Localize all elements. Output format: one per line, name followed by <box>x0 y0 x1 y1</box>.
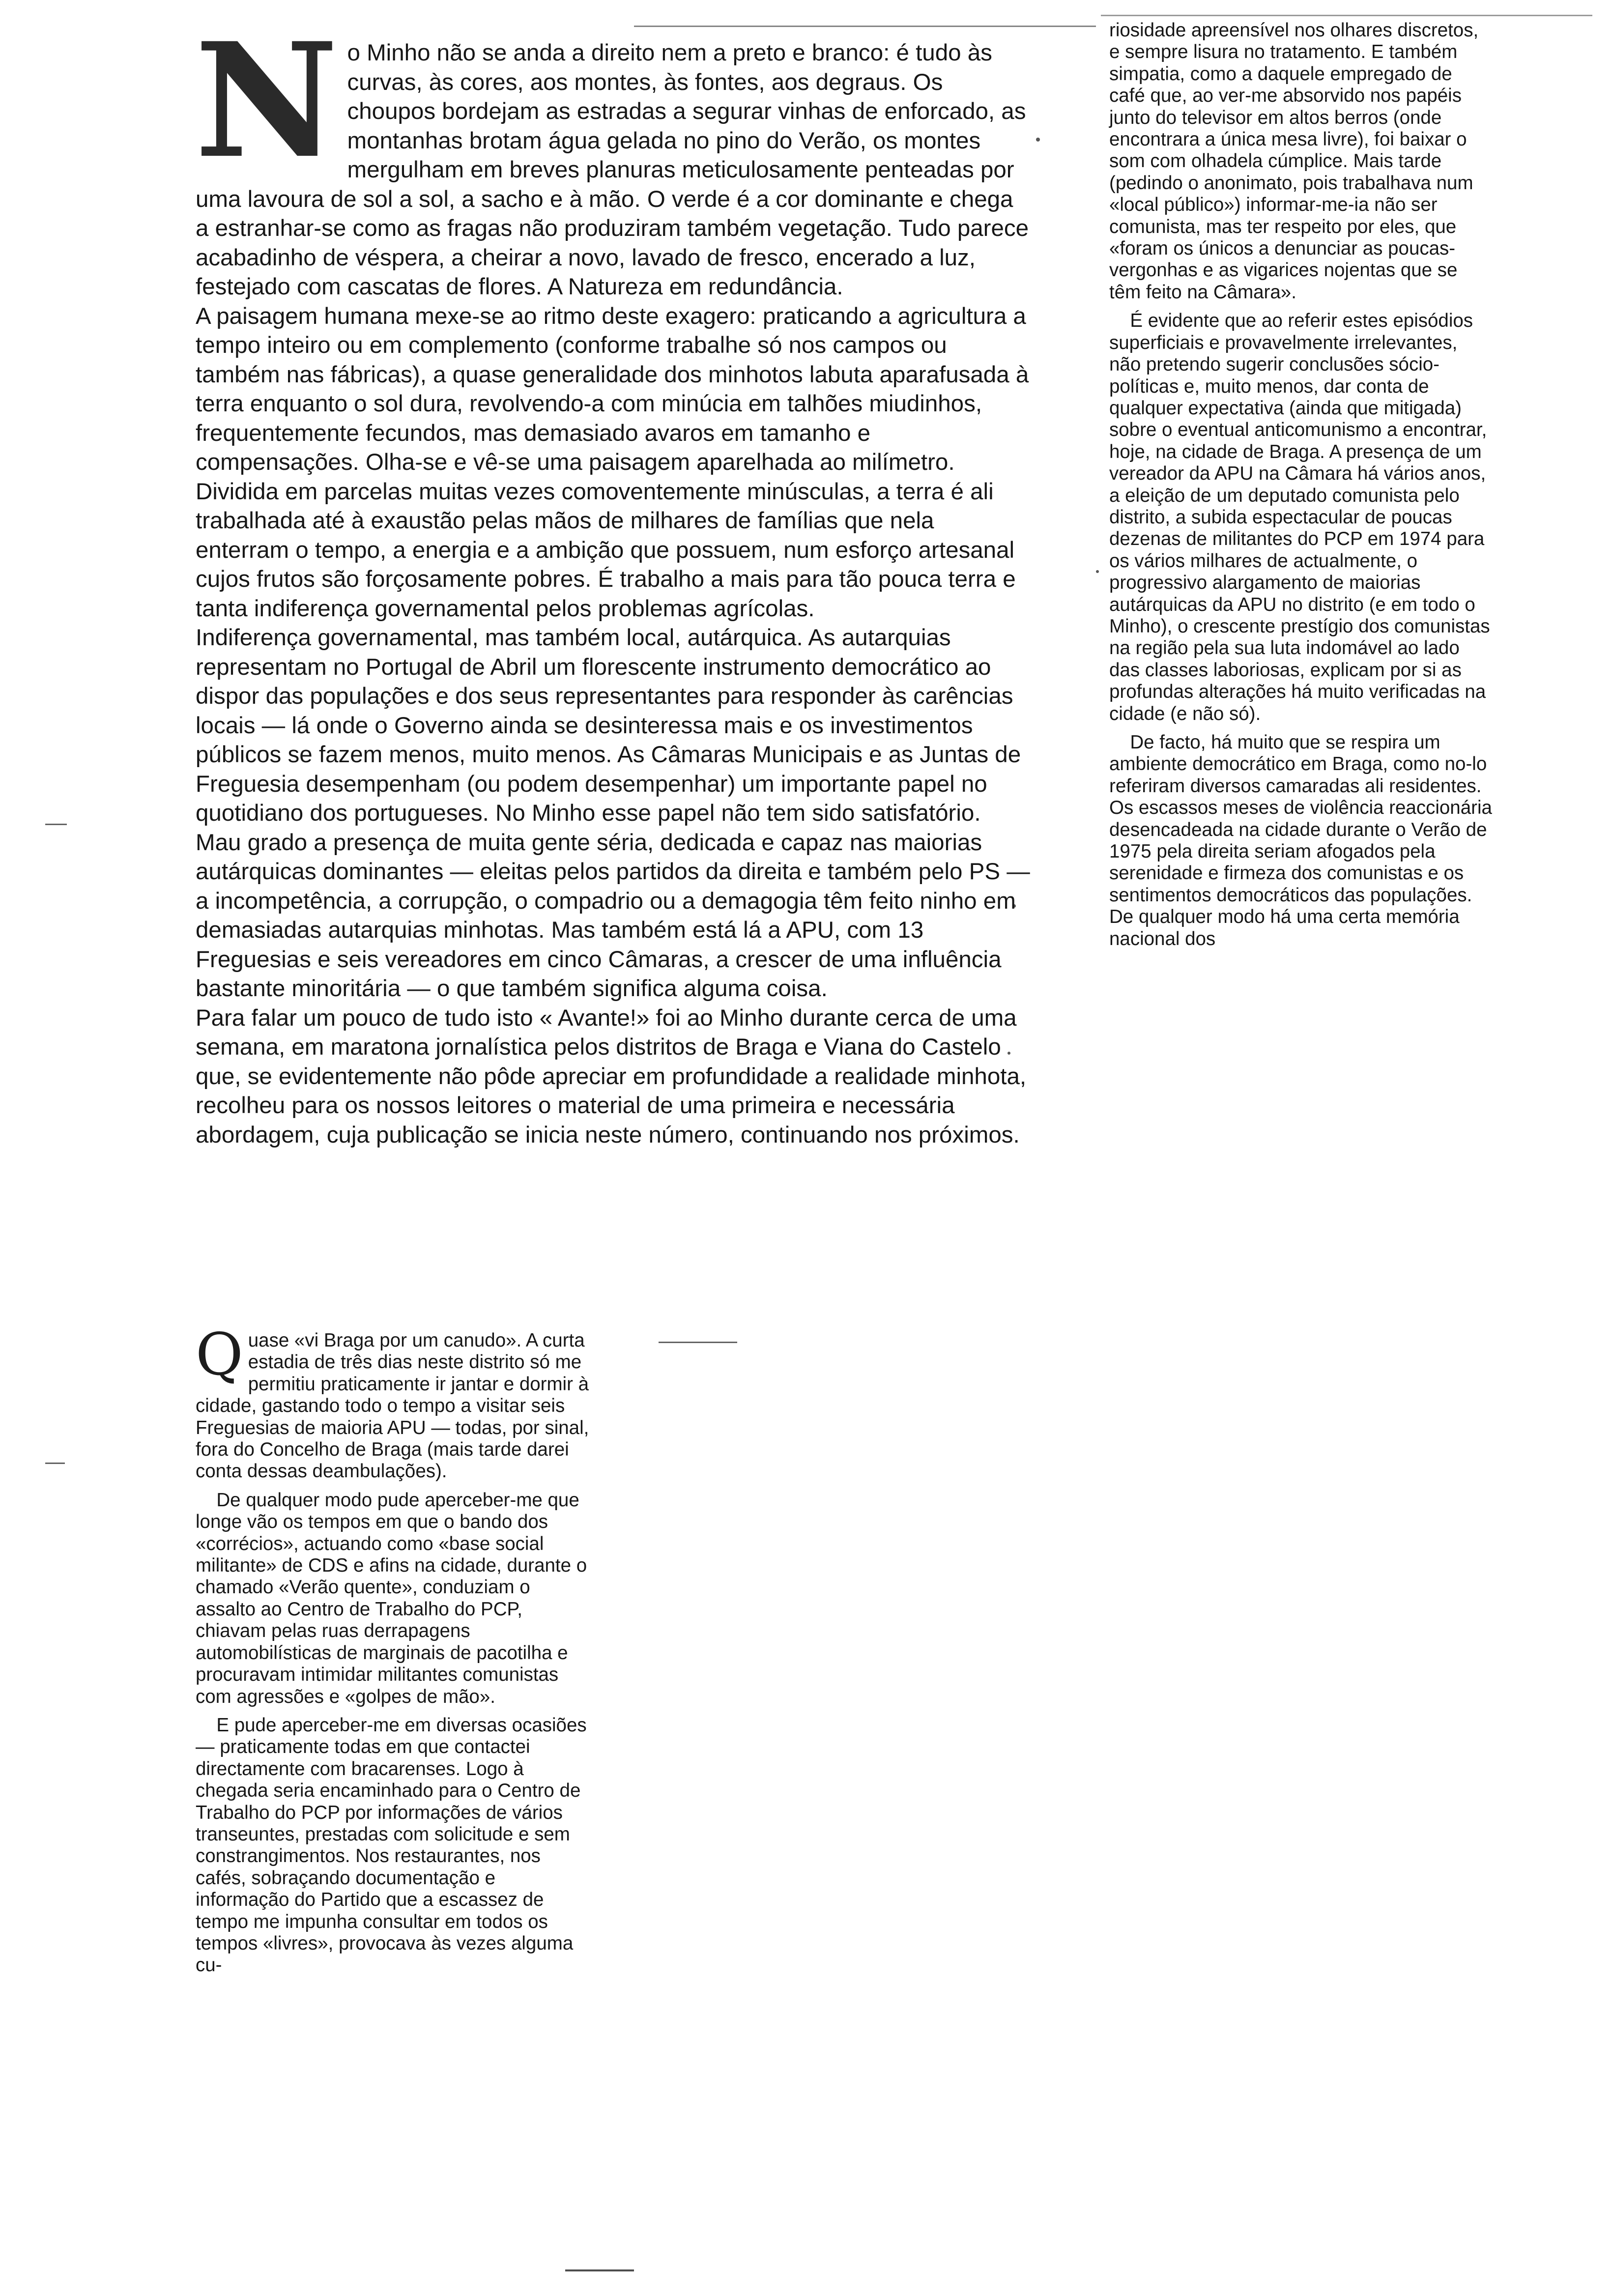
intro-paragraph: o Minho não se anda a direito nem a preto e branco: é tudo às curvas, às cores, aos montes, às fontes, aos degraus. Os choupos bordejam as estradas a segurar vinhas de enforcado, as montanhas brotam água gelada no pino do Verão, os montes mergulham em breves planuras meticulosamente penteadas por uma lavoura de sol a sol, a sacho e à mão. O verde é a cor dominante e chega a estranhar-se como as fragas não produziram também vegetação. Tudo parece acabadinho de véspera, a cheirar a novo, lavado de fresco, encerado a luz, festejado com cascatas de flores. A Natureza em redundância. <box>196 40 1029 300</box>
margin-mark-left-1 <box>45 824 67 825</box>
body-paragraph: riosidade apreensível nos olhares discretos, e sempre lisura no tratamento. E também simpatia, como a daquele empregado de café que, ao ver-me absorvido nos papéis junto do televisor em altos berros (onde encontrara a única mesa livre), foi baixar o som com olhadela cúmplice. Mais tarde (pedindo o anonimato, pois trabalhava num «local público») informar-me-ia não ser comunista, mas ter respeito por eles, que «foram os únicos a denunciar as poucas-vergonhas e as vigarices nojentas que se têm feito na Câmara». <box>1109 20 1479 303</box>
scan-speck <box>1096 570 1099 573</box>
body-paragraph: De facto, há muito que se respira um ambiente democrático em Braga, como no-lo referiram diversos camaradas ali residentes. Os escassos meses de violência reaccionária desencadeada na cidade durante o Verão de 1975 pela direita seriam afogados pela serenidade e firmeza dos comunistas e os sentimentos democráticos das populações. De qualquer modo há uma certa memória nacional dos <box>1109 732 1492 949</box>
dropcap-q: Q <box>196 1320 243 1388</box>
intro-column <box>195 9 1031 1149</box>
body-paragraph: E pude aperceber-me em diversas ocasiões — praticamente todas em que contactei directamente com bracarenses. Logo à chegada seria encaminhado para o Centro de Trabalho do PCP por informações de vários transeuntes, prestadas com solicitude e sem constrangimentos. Nos restaurantes, nos cafés, sobraçando documentação e informação do Partido que a escassez de tempo me impunha consultar em todos os tempos «livres», provocava às vezes alguma cu- <box>196 1714 587 1976</box>
intro-paragraph: Para falar um pouco de tudo isto « Avante!» foi ao Minho durante cerca de uma semana, em maratona jornalística pelos distritos de Braga e Viana do Castelo que, se evidentemente não pôde apreciar em profundidade a realidade minhota, recolheu para os nossos leitores o material de uma primeira e necessária abordagem, cuja publicação se inicia neste número, continuando nos próximos. <box>196 1004 1027 1148</box>
top-rule-left <box>634 26 1096 27</box>
body-paragraph: uase «vi Braga por um canudo». A curta estadia de três dias neste distrito só me permitiu praticamente ir jantar e dormir à cidade, gastando todo o tempo a visitar seis Freguesias de maioria APU — todas, por sinal, fora do Concelho de Braga (mais tarde darei conta dessas deambulações). <box>196 1330 589 1482</box>
margin-mark-left-2 <box>45 1463 65 1464</box>
bottom-rule <box>565 2269 634 2271</box>
intro-paragraph: A paisagem humana mexe-se ao ritmo deste exagero: praticando a agricultura a tempo inteiro ou em complemento (conforme trabalhe só nos campos ou também nas fábricas), a quase generalidade dos minhotos labuta aparafusada à terra enquanto o sol dura, revolvendo-a com minúcia em talhões miudinhos, frequentemente fecundos, mas demasiado avaros em tamanho e compensações. Olha-se e vê-se uma paisagem aparelhada ao milímetro. Dividida em parcelas muitas vezes comoventemente minúsculas, a terra é ali trabalhada até à exaustão pelas mãos de milhares de famílias que nela enterram o tempo, a energia e a ambição que possuem, num esforço artesanal cujos frutos são forçosamente pobres. É trabalho a mais para tão pouca terra e tanta indiferença governamental pelos problemas agrícolas. <box>196 303 1029 622</box>
body-paragraph: De qualquer modo pude aperceber-me que longe vão os tempos em que o bando dos «corrécios», actuando como «base social militante» de CDS e afins na cidade, durante o chamado «Verão quente», conduziam o assalto ao Centro de Trabalho do PCP, chiavam pelas ruas derrapagens automobilísticas de marginais de pacotilha e procuravam intimidar militantes comunistas com agressões e «golpes de mão». <box>196 1489 587 1707</box>
scan-speck <box>1036 138 1040 142</box>
intro-paragraph: Indiferença governamental, mas também local, autárquica. As autarquias representam no Portugal de Abril um florescente instrumento democrático ao dispor das populações e dos seus representantes para responder às carências locais — lá onde o Governo ainda se desinteressa mais e os investimentos públicos se fazem menos, muito menos. As Câmaras Municipais e as Juntas de Freguesia desempenham (ou podem desempenhar) um importante papel no quotidiano dos portugueses. No Minho esse papel não tem sido satisfatório. Mau grado a presença de muita gente séria, dedicada e capaz nas maiorias autárquicas dominantes — eleitas pelos partidos da direita e também pelo PS — a incompetência, a corrupção, o compadrio ou a demagogia têm feito ninho em demasiadas autarquias minhotas. Mas também está lá a APU, com 13 Freguesias e seis vereadores em cinco Câmaras, a crescer de uma influência bastante minoritária — o que também significa alguma coisa. <box>196 625 1030 1002</box>
column-separator-stub <box>659 1342 737 1343</box>
left-lower-column <box>196 1320 591 1977</box>
top-rule-right <box>1101 15 1592 16</box>
body-paragraph: É evidente que ao referir estes episódios superficiais e provavelmente irrelevantes, não pretendo sugerir conclusões sócio-políticas e, muito menos, dar conta de qualquer expectativa (ainda que mitigada) sobre o eventual anticomunismo a encontrar, hoje, na cidade de Braga. A presença de um vereador da APU na Câmara há vários anos, a eleição de um deputado comunista pelo distrito, a subida espectacular de poucas dezenas de militantes do PCP em 1974 para os vários milhares de actualmente, o progressivo alargamento de maiorias autárquicas da APU no distrito (e em todo o Minho), o crescente prestígio dos comunistas na região pela sua luta indomável ao lado das classes laboriosas, explicam por si as profundas alterações há muito verificadas na cidade (e não só). <box>1109 310 1490 724</box>
right-column <box>1109 20 1493 950</box>
dropcap-n: N <box>195 9 339 193</box>
